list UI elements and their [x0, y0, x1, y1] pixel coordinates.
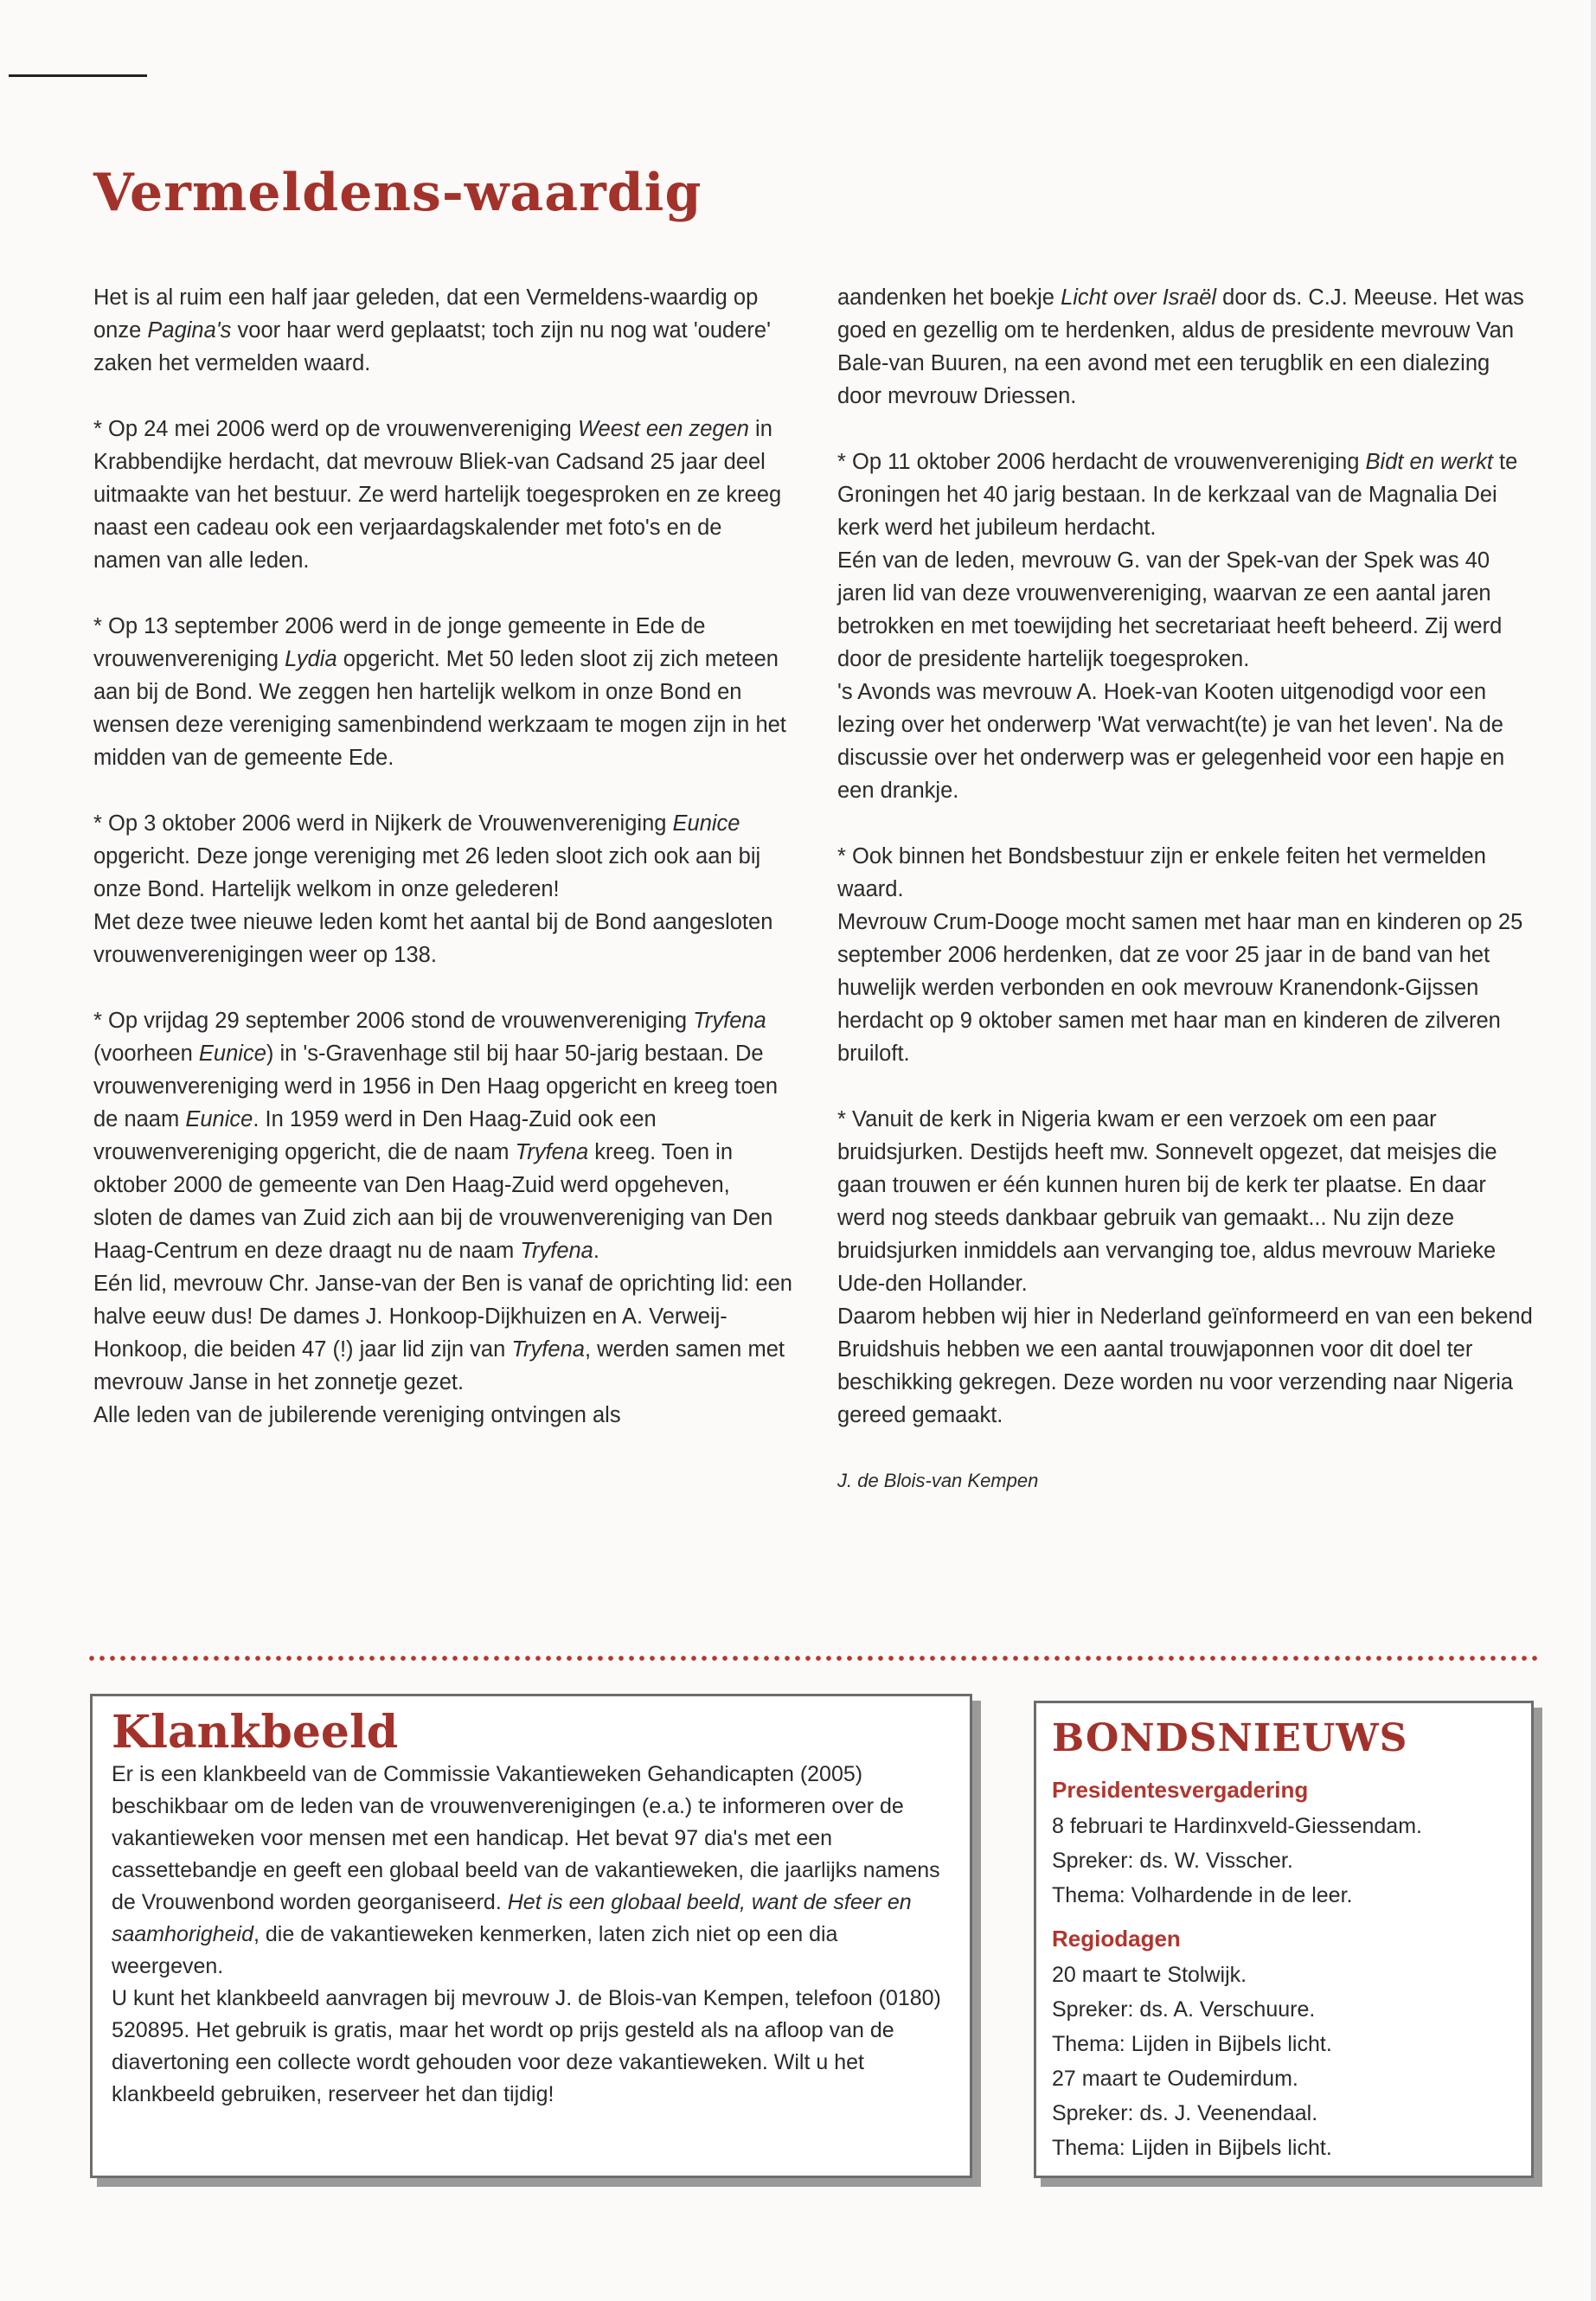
section-heading: Presidentesvergadering: [1052, 1777, 1309, 1803]
box-shadow: [1041, 2178, 1542, 2187]
page-title: Vermeldens-waardig: [93, 163, 702, 223]
klankbeeld-title: Klankbeeld: [112, 1706, 399, 1759]
article-paragraph: * Op 3 oktober 2006 werd in Nijkerk de Vrouwenvereniging Eunice opgericht. Deze jonge vereniging met 26 leden sloot zich ook aan bij onze Bond. Hartelijk welkom in onze gelederen! Met deze twee nieuwe leden komt het aantal bij de Bond aangesloten vrouwenverenigingen weer op 138.: [93, 811, 773, 967]
box-shadow: [1534, 1708, 1542, 2187]
author-signature: J. de Blois-van Kempen: [837, 1470, 1039, 1491]
event-line: 20 maart te Stolwijk.: [1052, 1963, 1247, 1987]
event-line: 8 februari te Hardinxveld-Giessendam.: [1052, 1814, 1422, 1838]
box-shadow: [97, 2178, 981, 2187]
article-paragraph: * Op 11 oktober 2006 herdacht de vrouwenvereniging Bidt en werkt te Groningen het 40 jarig bestaan. In de kerkzaal van de Magnalia Dei kerk werd het jubileum herdacht. Eén van de leden, mevrouw G. van der Spek-van der Spek was 40 jaren lid van deze vrouwenvereniging, waarvan ze een aantal jaren betrokken en met toewijding het secretariaat heeft beheerd. Zij werd door de presidente hartelijk toegesproken. 's Avonds was mevrouw A. Hoek-van Kooten uitgenodigd voor een lezing over het onderwerp 'Wat verwacht(te) je van het leven'. Na de discussie over het onderwerp was er gelegenheid voor een hapje en een drankje.: [837, 450, 1518, 803]
event-line: Thema: Lijden in Bijbels licht.: [1052, 2032, 1332, 2056]
event-line: Spreker: ds. W. Visscher.: [1052, 1849, 1293, 1873]
article-paragraph: * Op 13 september 2006 werd in de jonge gemeente in Ede de vrouwenvereniging Lydia opgericht. Met 50 leden sloot zij zich meteen aan bij de Bond. We zeggen hen hartelijk welkom in onze Bond en wensen deze vereniging samenbindend werkzaam te mogen zijn in het midden van de gemeente Ede.: [93, 614, 786, 770]
event-line: 27 maart te Oudemirdum.: [1052, 2067, 1298, 2091]
article-paragraph: * Vanuit de kerk in Nigeria kwam er een verzoek om een paar bruidsjurken. Destijds heeft mw. Sonnevelt opgezet, dat meisjes die gaan trouwen er één kunnen huren bij de kerk ter plaatse. En daar werd nog steeds dankbaar gebruik van gemaakt... Nu zijn deze bruidsjurken inmiddels aan vervanging toe, aldus mevrouw Marieke Ude-den Hollander. Daarom hebben wij hier in Nederland geïnformeerd en van een bekend Bruidshuis hebben we een aantal trouwjaponnen voor dit doel ter beschikking gekregen. Deze worden nu voor verzending naar Nigeria gereed gemaakt.: [837, 1107, 1533, 1427]
box-shadow: [972, 1701, 981, 2187]
section-heading: Regiodagen: [1052, 1926, 1181, 1952]
article-paragraph: * Op vrijdag 29 september 2006 stond de vrouwenvereniging Tryfena (voorheen Eunice) in 's-Gravenhage stil bij haar 50-jarig bestaan. De vrouwenvereniging werd in 1956 in Den Haag opgericht en kreeg toen de naam Eunice. In 1959 werd in Den Haag-Zuid ook een vrouwenvereniging opgericht, die de naam Tryfena kreeg. Toen in oktober 2000 de gemeente van Den Haag-Zuid werd opgeheven, sloten de dames van Zuid zich aan bij de vrouwenvereniging van Den Haag-Centrum en deze draagt nu de naam Tryfena. Eén lid, mevrouw Chr. Janse-van der Ben is vanaf de oprichting lid: een halve eeuw dus! De dames J. Honkoop-Dijkhuizen en A. Verweij-Honkoop, die beiden 47 (!) jaar lid zijn van Tryfena, werden samen met mevrouw Janse in het zonnetje gezet. Alle leden van de jubilerende vereniging ontvingen als: [93, 1009, 792, 1427]
dotted-divider: [87, 1654, 1540, 1663]
klankbeeld-box: [90, 1694, 972, 2178]
event-line: Spreker: ds. A. Verschuure.: [1052, 1997, 1316, 2022]
left-column: [93, 281, 792, 1432]
bondsnieuws-title: BONDSNIEUWS: [1052, 1716, 1408, 1760]
article-paragraph: * Op 24 mei 2006 werd op de vrouwenvereniging Weest een zegen in Krabbendijke herdacht, dat mevrouw Bliek-van Cadsand 25 jaar deel uitmaakte van het bestuur. Ze werd hartelijk toegesproken en ze kreeg naast een cadeau ook een verjaardagskalender met foto's en de namen van alle leden.: [93, 417, 782, 573]
page-edge: [1591, 0, 1596, 2301]
klankbeeld-paragraph: Er is een klankbeeld van de Commissie Vakantieweken Gehandicapten (2005) beschikbaar om de leden van de vrouwenverenigingen (e.a.) te informeren over de vakantieweken voor mensen met een handicap. Het bevat 97 dia's met een cassettebandje en geeft een globaal beeld van de vakantieweken, die jaarlijks namens de Vrouwenbond worden georganiseerd. Het is een globaal beeld, want de sfeer en saamhorigheid, die de vakantieweken kenmerken, laten zich niet op een dia weergeven.: [112, 1762, 940, 1978]
event-line: Thema: Lijden in Bijbels licht.: [1052, 2136, 1332, 2160]
article-paragraph: Het is al ruim een half jaar geleden, dat een Vermeldens-waardig op onze Pagina's voor haar werd geplaatst; toch zijn nu nog wat 'oudere' zaken het vermelden waard.: [93, 285, 771, 375]
top-rule: [9, 74, 147, 77]
right-column: [837, 281, 1536, 1497]
article-paragraph: * Ook binnen het Bondsbestuur zijn er enkele feiten het vermelden waard. Mevrouw Crum-Dooge mocht samen met haar man en kinderen op 25 september 2006 herdenken, dat ze voor 25 jaar in de band van het huwelijk werden verbonden en ook mevrouw Kranendonk-Gijssen herdacht op 9 oktober samen met haar man en kinderen de zilveren bruiloft.: [837, 844, 1523, 1066]
article-paragraph: aandenken het boekje Licht over Israël door ds. C.J. Meeuse. Het was goed en gezellig om te herdenken, aldus de presidente mevrouw Van Bale-van Buuren, na een avond met een terugblik en een dialezing door mevrouw Driessen.: [837, 285, 1524, 408]
bondsnieuws-box: [1034, 1701, 1534, 2178]
klankbeeld-paragraph: U kunt het klankbeeld aanvragen bij mevrouw J. de Blois-van Kempen, telefoon (0180) 520895. Het gebruik is gratis, maar het wordt op prijs gesteld als na afloop van de diavertoning een collecte wordt gehouden voor deze vakantieweken. Wilt u het klankbeeld gebruiken, reserveer het dan tijdig!: [112, 1986, 941, 2106]
event-line: Thema: Volhardende in de leer.: [1052, 1883, 1353, 1907]
event-line: Spreker: ds. J. Veenendaal.: [1052, 2101, 1318, 2125]
